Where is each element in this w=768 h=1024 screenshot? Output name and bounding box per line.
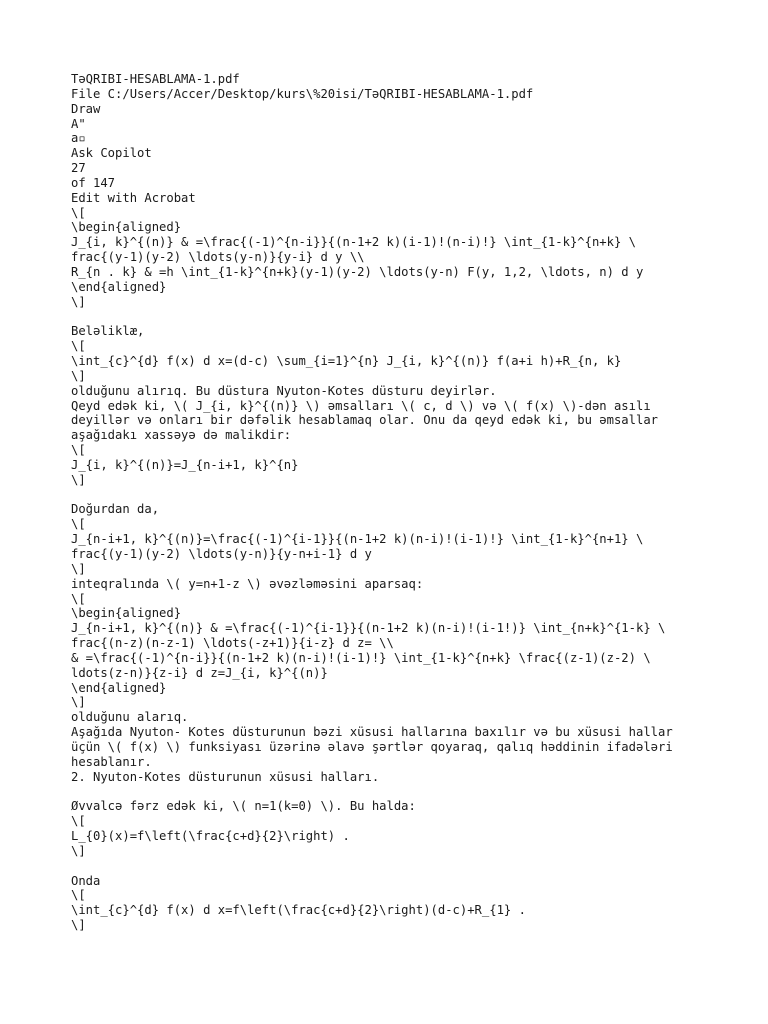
text-line: \int_{c}^{d} f(x) d x=(d-c) \sum_{i=1}^{n} J_{i, k}^{(n)} f(a+i h)+R_{n, k}	[71, 354, 622, 369]
text-line: üçün \( f(x) \) funksiyası üzərinə əlavə şərtlər qoyaraq, qalıq həddinin ifadələri	[71, 739, 673, 754]
ask-copilot-label: Ask Copilot	[71, 146, 152, 161]
text-line: Beləliklæ,	[71, 324, 145, 339]
text-line: \[	[71, 339, 86, 354]
text-line: frac{(y-1)(y-2) \ldots(y-n)}{y-i} d y \\	[71, 250, 365, 265]
text-line: \]	[71, 472, 86, 487]
text-line: frac{(y-1)(y-2) \ldots(y-n)}{y-n+i-1} d y	[71, 547, 372, 561]
blank-line	[71, 859, 761, 874]
page-number: 27	[71, 161, 86, 176]
text-line: aşağıdakı xassəyə də malikdir:	[71, 428, 292, 443]
text-line: deyillər və onları bir dəfəlik hesablamaq olar. Onu da qeyd edək ki, bu əmsallar	[71, 413, 658, 428]
blank-line	[71, 785, 761, 800]
text-line: R_{n . k} & =h \int_{1-k}^{n+k}(y-1)(y-2) \ldots(y-n) F(y, 1,2, \ldots, n) d y	[71, 264, 644, 279]
text-line: \[	[71, 814, 86, 829]
text-line: olduğunu alarıq.	[71, 710, 189, 725]
text-line: \[	[71, 517, 86, 532]
text-line: J_{i, k}^{(n)} & =\frac{(-1)^{n-i}}{(n-1+2 k)(i-1)!(n-i)!} \int_{1-k}^{n+k} \	[71, 235, 636, 250]
text-line: \[	[71, 888, 86, 903]
font-tool-label: a▫	[71, 131, 86, 146]
text-line: & =\frac{(-1)^{n-i}}{(n-1+2 k)(n-i)!(i-1)!} \int_{1-k}^{n+k} \frac{(z-1)(z-2) \	[71, 650, 651, 665]
text-line: Doğurdan da,	[71, 502, 160, 517]
text-line: \]	[71, 368, 86, 383]
text-line: \]	[71, 918, 86, 933]
text-line: \]	[71, 561, 86, 576]
text-line: \[	[71, 443, 86, 458]
text-line: J_{n-i+1, k}^{(n)} & =\frac{(-1)^{i-1}}{(n-1+2 k)(n-i)!(i-1!)} \int_{n+k}^{1-k} \	[71, 621, 666, 636]
text-line: hesablanır.	[71, 754, 152, 769]
text-line: \[	[71, 591, 86, 606]
text-line: ldots(z-n)}{z-i} d z=J_{i, k}^{(n)}	[71, 665, 328, 680]
draw-label: Draw	[71, 101, 101, 116]
text-line: inteqralında \( y=n+1-z \) əvəzləməsini aparsaq:	[71, 576, 424, 591]
text-line: Qeyd edək ki, \( J_{i, k}^{(n)} \) əmsalları \( c, d \) və \( f(x) \)-dən asılı	[71, 398, 651, 413]
text-line: \int_{c}^{d} f(x) d x=f\left(\frac{c+d}{2}\right)(d-c)+R_{1} .	[71, 903, 526, 918]
text-line: \]	[71, 843, 86, 858]
edit-with-acrobat-label: Edit with Acrobat	[71, 190, 196, 205]
text-line: \end{aligned}	[71, 680, 167, 695]
text-line: \[	[71, 205, 86, 220]
blank-line	[71, 310, 761, 325]
text-line: \begin{aligned}	[71, 606, 182, 621]
text-line: Øvvalcə fərz edək ki, \( n=1(k=0) \). Bu halda:	[71, 799, 416, 814]
text-line: Aşağıda Nyuton- Kotes düsturunun bəzi xüsusi hallarına baxılır və bu xüsusi hallar	[71, 725, 673, 740]
text-line: \]	[71, 294, 86, 309]
text-line: olduğunu alırıq. Bu düstura Nyuton-Kotes düsturu deyirlər.	[71, 383, 497, 398]
document-text	[71, 72, 761, 933]
file-path: File C:/Users/Accer/Desktop/kurs\%20isi/TəQRIBI-HESABLAMA-1.pdf	[71, 86, 534, 101]
text-line: \]	[71, 695, 86, 710]
text-line: J_{n-i+1, k}^{(n)}=\frac{(-1)^{i-1}}{(n-1+2 k)(n-i)!(i-1)!} \int_{1-k}^{n+1} \	[71, 532, 644, 547]
text-line: Onda	[71, 873, 101, 888]
blank-line	[71, 488, 761, 503]
text-line: frac{(n-z)(n-z-1) \ldots(-z+1)}{i-z} d z= \\	[71, 636, 394, 651]
text-tool-label: A"	[71, 116, 86, 131]
text-line: \begin{aligned}	[71, 220, 182, 235]
text-line: J_{i, k}^{(n)}=J_{n-i+1, k}^{n}	[71, 457, 299, 472]
page-count: of 147	[71, 175, 116, 190]
text-line: \end{aligned}	[71, 279, 167, 294]
text-line: L_{0}(x)=f\left(\frac{c+d}{2}\right) .	[71, 829, 350, 844]
section-heading: 2. Nyuton-Kotes düsturunun xüsusi halları.	[71, 769, 380, 784]
file-name: TəQRIBI-HESABLAMA-1.pdf	[71, 72, 240, 86]
